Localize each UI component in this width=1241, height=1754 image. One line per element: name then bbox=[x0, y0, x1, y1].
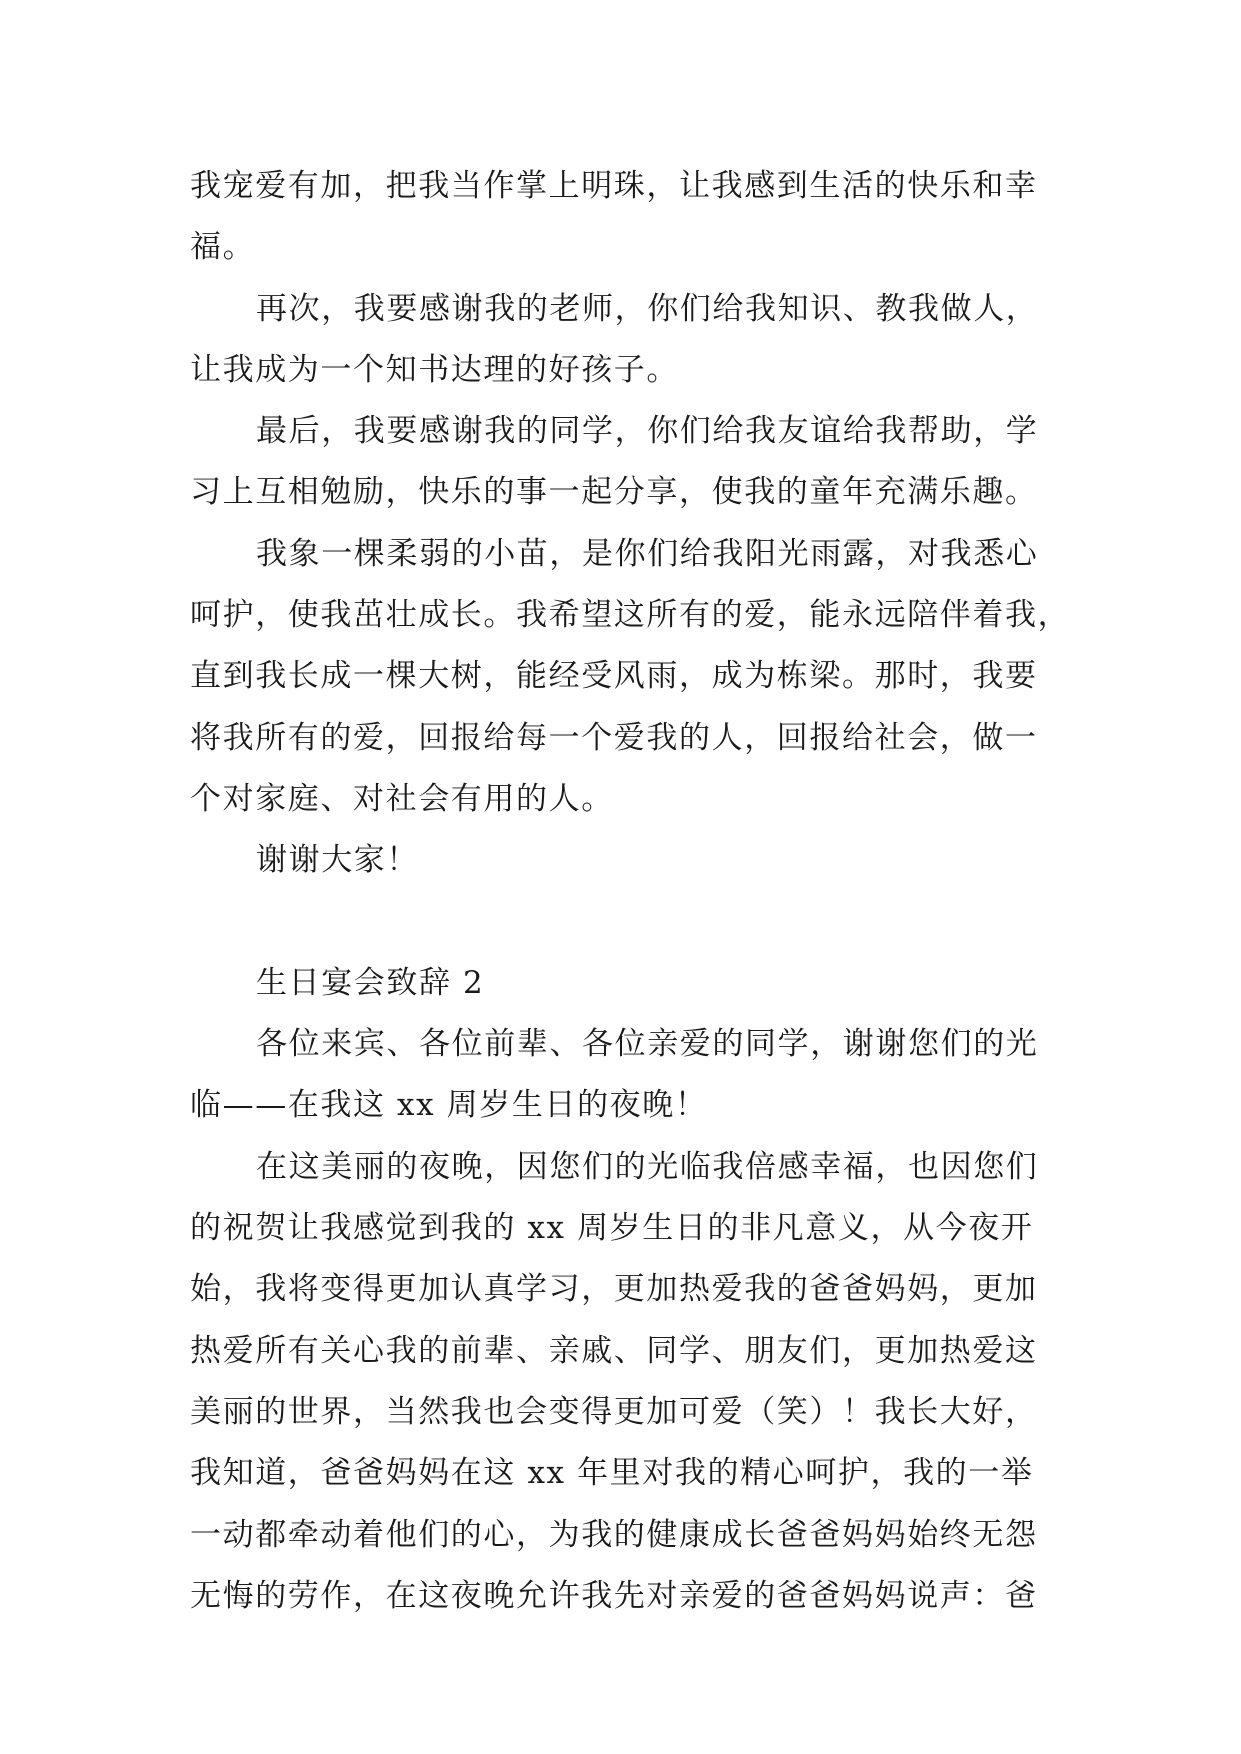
text-line: 呵护，使我茁壮成长。我希望这所有的爱，能永远陪伴着我， bbox=[190, 597, 1071, 634]
section-heading: 生日宴会致辞 2 bbox=[256, 964, 485, 1001]
text-line: 直到我长成一棵大树，能经受风雨，成为栋梁。那时，我要 bbox=[190, 658, 1038, 695]
text-line: 的祝贺让我感觉到我的 xx 周岁生日的非凡意义，从今夜开 bbox=[190, 1210, 1034, 1247]
text-line: 我象一棵柔弱的小苗，是你们给我阳光雨露，对我悉心 bbox=[256, 535, 1039, 572]
text-line: 临——在我这 xx 周岁生日的夜晚！ bbox=[190, 1087, 708, 1124]
text-line: 在这美丽的夜晚，因您们的光临我倍感幸福，也因您们 bbox=[256, 1148, 1039, 1185]
text-line: 热爱所有关心我的前辈、亲戚、同学、朋友们，更加热爱这 bbox=[190, 1332, 1038, 1369]
text-line: 习上互相勉励，快乐的事一起分享，使我的童年充满乐趣。 bbox=[190, 474, 1038, 511]
text-line: 个对家庭、对社会有用的人。 bbox=[190, 780, 614, 817]
text-line: 始，我将变得更加认真学习，更加热爱我的爸爸妈妈，更加 bbox=[190, 1271, 1038, 1308]
text-line: 再次，我要感谢我的老师，你们给我知识、教我做人， bbox=[256, 290, 1039, 327]
text-line: 将我所有的爱，回报给每一个爱我的人，回报给社会，做一 bbox=[190, 719, 1038, 756]
text-line: 最后，我要感谢我的同学，你们给我友谊给我帮助，学 bbox=[256, 413, 1039, 450]
text-line: 让我成为一个知书达理的好孩子。 bbox=[190, 351, 679, 388]
text-line: 美丽的世界，当然我也会变得更加可爱（笑）！我长大好， bbox=[190, 1393, 1038, 1430]
text-line: 谢谢大家！ bbox=[256, 842, 419, 879]
text-line: 福。 bbox=[190, 229, 256, 266]
text-line: 我宠爱有加，把我当作掌上明珠，让我感到生活的快乐和幸 bbox=[190, 168, 1038, 204]
paragraph-gap bbox=[190, 892, 1070, 953]
document-body bbox=[190, 156, 1070, 1627]
text-line: 一动都牵动着他们的心，为我的健康成长爸爸妈妈始终无怨 bbox=[190, 1516, 1038, 1553]
text-line: 无悔的劳作，在这夜晚允许我先对亲爱的爸爸妈妈说声：爸 bbox=[190, 1577, 1038, 1614]
text-line: 我知道，爸爸妈妈在这 xx 年里对我的精心呵护，我的一举 bbox=[190, 1455, 1034, 1492]
text-line: 各位来宾、各位前辈、各位亲爱的同学，谢谢您们的光 bbox=[256, 1026, 1039, 1063]
